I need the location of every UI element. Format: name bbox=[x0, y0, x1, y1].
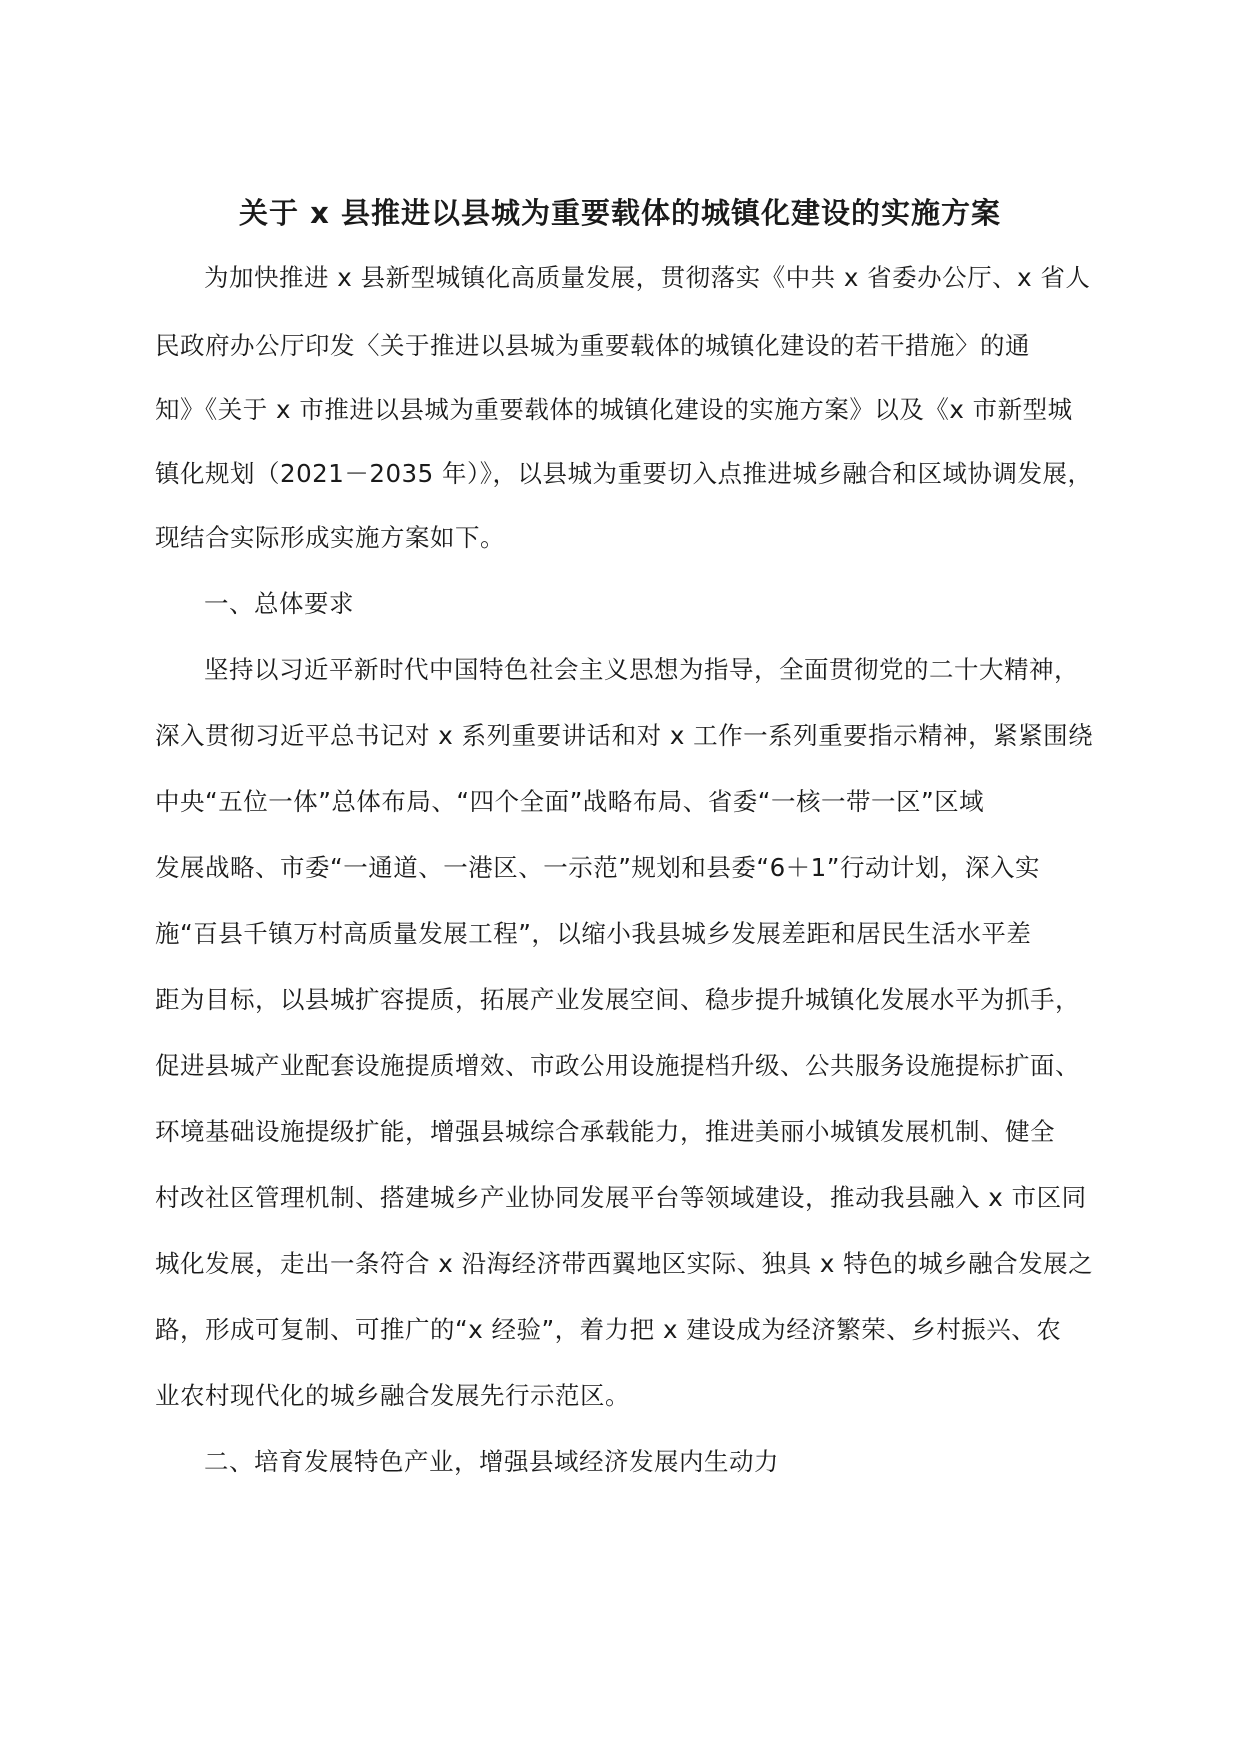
section-heading: 一、总体要求 bbox=[204, 589, 354, 618]
paragraph-line: 民政府办公厅印发〈关于推进以县城为重要载体的城镇化建设的若干措施〉的通 bbox=[155, 331, 1030, 360]
paragraph-line: 现结合实际形成实施方案如下。 bbox=[155, 523, 505, 552]
paragraph-line: 为加快推进 x 县新型城镇化高质量发展，贯彻落实《中共 x 省委办公厅、x 省人 bbox=[204, 263, 1091, 292]
paragraph-line: 发展战略、市委“一通道、一港区、一示范”规划和县委“6＋1”行动计划，深入实 bbox=[155, 853, 1040, 882]
paragraph-line: 施“百县千镇万村高质量发展工程”，以缩小我县城乡发展差距和居民生活水平差 bbox=[155, 919, 1032, 948]
paragraph-line: 中央“五位一体”总体布局、“四个全面”战略布局、省委“一核一带一区”区域 bbox=[155, 787, 985, 816]
paragraph-line: 坚持以习近平新时代中国特色社会主义思想为指导，全面贯彻党的二十大精神， bbox=[204, 655, 1079, 684]
paragraph-line: 路，形成可复制、可推广的“x 经验”，着力把 x 建设成为经济繁荣、乡村振兴、农 bbox=[155, 1315, 1062, 1344]
paragraph-line: 促进县城产业配套设施提质增效、市政公用设施提档升级、公共服务设施提标扩面、 bbox=[155, 1051, 1080, 1080]
paragraph-line: 深入贯彻习近平总书记对 x 系列重要讲话和对 x 工作一系列重要指示精神，紧紧围绕 bbox=[155, 721, 1094, 750]
document-title: 关于 x 县推进以县城为重要载体的城镇化建设的实施方案 bbox=[239, 196, 1001, 230]
paragraph-line: 业农村现代化的城乡融合发展先行示范区。 bbox=[155, 1381, 630, 1410]
paragraph-line: 知》《关于 x 市推进以县城为重要载体的城镇化建设的实施方案》以及《x 市新型城 bbox=[155, 395, 1073, 424]
paragraph-line: 距为目标，以县城扩容提质，拓展产业发展空间、稳步提升城镇化发展水平为抓手， bbox=[155, 985, 1080, 1014]
paragraph-line: 城化发展，走出一条符合 x 沿海经济带西翼地区实际、独具 x 特色的城乡融合发展之 bbox=[155, 1249, 1094, 1278]
paragraph-line: 环境基础设施提级扩能，增强县城综合承载能力，推进美丽小城镇发展机制、健全 bbox=[155, 1117, 1055, 1146]
paragraph-line: 镇化规划（2021－2035 年）》，以县城为重要切入点推进城乡融合和区域协调发展， bbox=[155, 459, 1093, 488]
section-heading: 二、培育发展特色产业，增强县域经济发展内生动力 bbox=[204, 1447, 779, 1476]
paragraph-line: 村改社区管理机制、搭建城乡产业协同发展平台等领域建设，推动我县融入 x 市区同 bbox=[155, 1183, 1087, 1212]
